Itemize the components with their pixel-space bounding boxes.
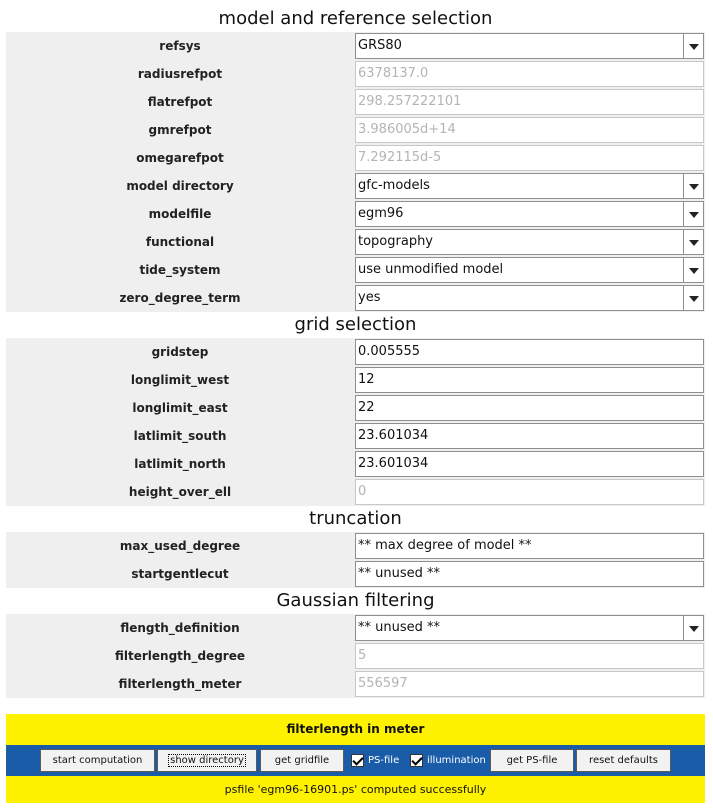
tide-system-label: tide_system [6, 256, 354, 284]
gridstep-label: gridstep [6, 338, 354, 366]
row-longlimit-east [6, 394, 705, 422]
show-directory-label: show directory [170, 755, 244, 766]
modelfile-select[interactable] [355, 201, 704, 227]
parameter-form [6, 6, 705, 698]
flength-definition-label: flength_definition [6, 614, 354, 642]
longlimit-east-input[interactable]: 22 [355, 395, 704, 421]
flatrefpot-field: 298.257222101 [355, 89, 704, 115]
row-tide-system [6, 256, 705, 284]
checkmark-icon[interactable] [351, 754, 364, 767]
filterlength-degree-field: 5 [355, 643, 704, 669]
tide-system-value: use unmodified model [358, 262, 504, 277]
modelfile-value: egm96 [358, 206, 404, 221]
row-flatrefpot [6, 88, 705, 116]
flatrefpot-label: flatrefpot [6, 88, 354, 116]
row-refsys [6, 32, 705, 60]
gmrefpot-label: gmrefpot [6, 116, 354, 144]
row-gridstep [6, 338, 705, 366]
zero-degree-term-label: zero_degree_term [6, 284, 354, 312]
gridstep-input[interactable]: 0.005555 [355, 339, 704, 365]
height-over-ell-label: height_over_ell [6, 478, 354, 506]
row-functional [6, 228, 705, 256]
filterlength-degree-label: filterlength_degree [6, 642, 354, 670]
illumination-checkbox[interactable] [410, 749, 486, 772]
chevron-down-icon[interactable] [683, 616, 703, 640]
refsys-value: GRS80 [358, 38, 402, 53]
reset-defaults-label: reset defaults [589, 755, 658, 766]
show-directory-button[interactable] [157, 749, 257, 772]
chevron-down-icon[interactable] [683, 34, 703, 58]
functional-value: topography [358, 234, 434, 249]
row-omegarefpot [6, 144, 705, 172]
row-height-over-ell [6, 478, 705, 506]
row-latlimit-south [6, 422, 705, 450]
row-startgentlecut [6, 560, 705, 588]
radiusrefpot-label: radiusrefpot [6, 60, 354, 88]
zero-degree-term-value: yes [358, 290, 381, 305]
flength-definition-value: ** unused ** [358, 620, 441, 635]
startgentlecut-input[interactable]: ** unused ** [355, 561, 704, 587]
zero-degree-term-select[interactable] [355, 285, 704, 311]
get-gridfile-label: get gridfile [274, 755, 330, 766]
gmrefpot-field: 3.986005d+14 [355, 117, 704, 143]
startgentlecut-label: startgentlecut [6, 560, 354, 588]
chevron-down-icon[interactable] [683, 258, 703, 282]
model-directory-value: gfc-models [358, 178, 430, 193]
tide-system-select[interactable] [355, 257, 704, 283]
functional-select[interactable] [355, 229, 704, 255]
latlimit-north-label: latlimit_north [6, 450, 354, 478]
section-title-grid: grid selection [6, 312, 705, 338]
model-directory-label: model directory [6, 172, 354, 200]
longlimit-west-label: longlimit_west [6, 366, 354, 394]
latlimit-north-input[interactable]: 23.601034 [355, 451, 704, 477]
get-ps-file-button[interactable] [490, 749, 574, 772]
row-filterlength-degree [6, 642, 705, 670]
row-zero-degree-term [6, 284, 705, 312]
max-used-degree-input[interactable]: ** max degree of model ** [355, 533, 704, 559]
row-filterlength-meter [6, 670, 705, 698]
chevron-down-icon[interactable] [683, 174, 703, 198]
illumination-label: illumination [427, 755, 486, 766]
chevron-down-icon[interactable] [683, 230, 703, 254]
chevron-down-icon[interactable] [683, 286, 703, 310]
section-title-gaussian: Gaussian filtering [6, 588, 705, 614]
get-ps-file-label: get PS-file [506, 755, 558, 766]
row-max-used-degree [6, 532, 705, 560]
flength-definition-select[interactable] [355, 615, 704, 641]
row-modelfile [6, 200, 705, 228]
height-over-ell-field: 0 [355, 479, 704, 505]
omegarefpot-label: omegarefpot [6, 144, 354, 172]
get-gridfile-button[interactable] [260, 749, 344, 772]
row-latlimit-north [6, 450, 705, 478]
filterlength-meter-label: filterlength_meter [6, 670, 354, 698]
functional-label: functional [6, 228, 354, 256]
latlimit-south-label: latlimit_south [6, 422, 354, 450]
row-longlimit-west [6, 366, 705, 394]
longlimit-east-label: longlimit_east [6, 394, 354, 422]
row-gmrefpot [6, 116, 705, 144]
reset-defaults-button[interactable] [576, 749, 671, 772]
ps-file-checkbox[interactable] [351, 749, 399, 772]
checkmark-icon[interactable] [410, 754, 423, 767]
refsys-select[interactable] [355, 33, 704, 59]
filterlength-meter-field: 556597 [355, 671, 704, 697]
longlimit-west-input[interactable]: 12 [355, 367, 704, 393]
modelfile-label: modelfile [6, 200, 354, 228]
radiusrefpot-field: 6378137.0 [355, 61, 704, 87]
ps-file-label: PS-file [368, 755, 400, 766]
refsys-label: refsys [6, 32, 354, 60]
row-radiusrefpot [6, 60, 705, 88]
section-title-model: model and reference selection [6, 6, 705, 32]
info-bar: filterlength in meter [6, 714, 705, 745]
start-computation-label: start computation [52, 755, 143, 766]
start-computation-button[interactable] [40, 749, 155, 772]
status-bar: psfile 'egm96-16901.ps' computed successfully [6, 776, 705, 803]
max-used-degree-label: max_used_degree [6, 532, 354, 560]
omegarefpot-field: 7.292115d-5 [355, 145, 704, 171]
latlimit-south-input[interactable]: 23.601034 [355, 423, 704, 449]
toolbar [6, 745, 705, 776]
section-title-truncation: truncation [6, 506, 705, 532]
model-directory-select[interactable] [355, 173, 704, 199]
row-model-directory [6, 172, 705, 200]
chevron-down-icon[interactable] [683, 202, 703, 226]
row-flength-definition [6, 614, 705, 642]
